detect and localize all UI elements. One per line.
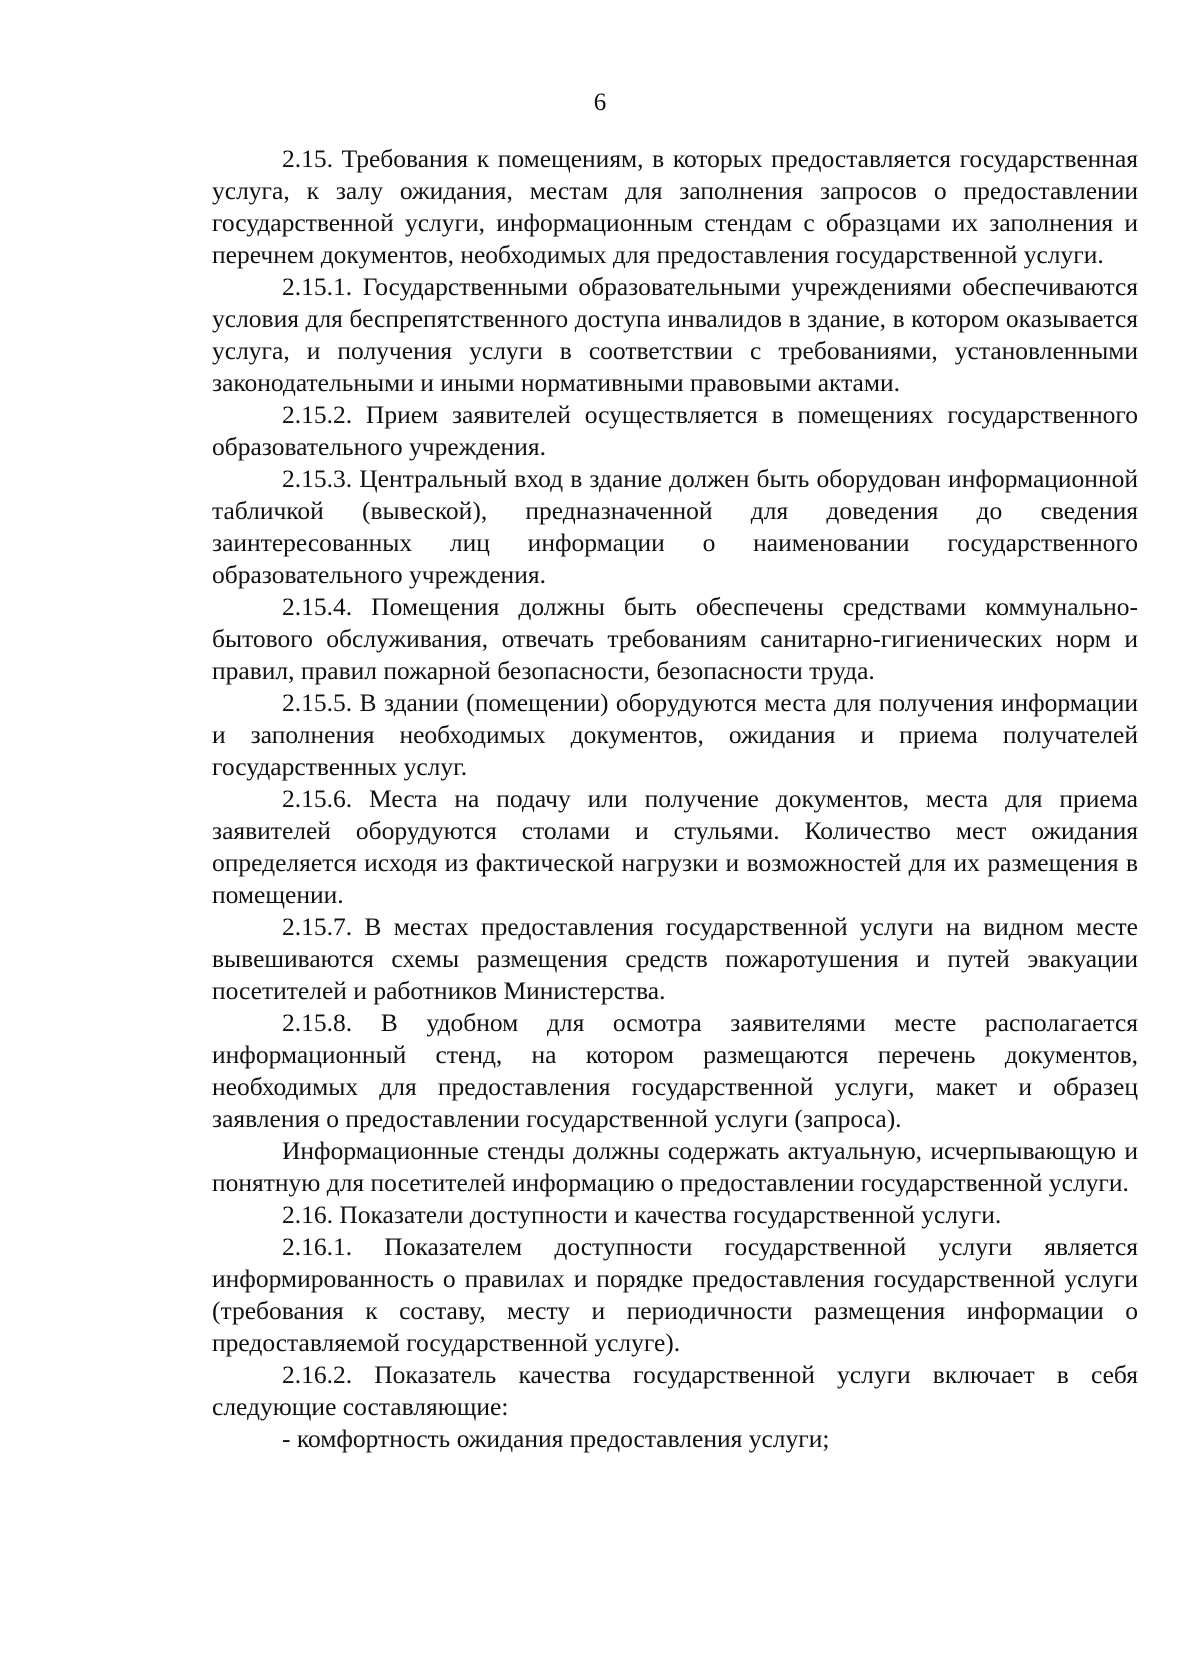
paragraph-2-15: 2.15. Требования к помещениям, в которых предоставляется государственная услуга, к залу ожидания, местам для заполнения запросов о предоставлении государственной услуги, информационным стендам с образцами их заполнения и перечнем документов, необходимых для предоставления государственной услуги. xyxy=(212,144,1138,269)
page-number: 6 xyxy=(593,89,607,116)
paragraph-2-15-5: 2.15.5. В здании (помещении) оборудуются места для получения информации и заполнения необходимых документов, ожидания и приема получателей государственных услуг. xyxy=(212,688,1138,781)
document-body xyxy=(212,143,1138,1455)
paragraph-2-15-8: 2.15.8. В удобном для осмотра заявителями месте располагается информационный стенд, на котором размещаются перечень документов, необходимых для предоставления государственной услуги, макет и образец заявления о предоставлении государственной услуги (запроса). xyxy=(212,1008,1138,1133)
paragraph-2-15-1: 2.15.1. Государственными образовательными учреждениями обеспечиваются условия для беспрепятственного доступа инвалидов в здание, в котором оказывается услуга, и получения услуги в соответствии с требованиями, установленными законодательными и иными нормативными правовыми актами. xyxy=(212,272,1138,397)
paragraph-2-16-1: 2.16.1. Показателем доступности государственной услуги является информированность о правилах и порядке предоставления государственной услуги (требования к составу, месту и периодичности размещения информации о предоставляемой государственной услуге). xyxy=(212,1232,1138,1357)
paragraph-info-stands: Информационные стенды должны содержать актуальную, исчерпывающую и понятную для посетителей информацию о предоставлении государственной услуги. xyxy=(212,1136,1138,1197)
list-item-waiting-comfort: - комфортность ожидания предоставления услуги; xyxy=(282,1424,830,1453)
paragraph-2-16-2: 2.16.2. Показатель качества государственной услуги включает в себя следующие составляющие: xyxy=(212,1360,1138,1421)
paragraph-2-15-6: 2.15.6. Места на подачу или получение документов, места для приема заявителей оборудуются столами и стульями. Количество мест ожидания определяется исходя из фактической нагрузки и возможностей для их размещения в помещении. xyxy=(212,784,1138,909)
paragraph-2-15-7: 2.15.7. В местах предоставления государственной услуги на видном месте вывешиваются схемы размещения средств пожаротушения и путей эвакуации посетителей и работников Министерства. xyxy=(212,912,1138,1005)
paragraph-2-16: 2.16. Показатели доступности и качества государственной услуги. xyxy=(282,1200,1002,1229)
paragraph-2-15-2: 2.15.2. Прием заявителей осуществляется в помещениях государственного образовательного учреждения. xyxy=(212,400,1138,461)
paragraph-2-15-4: 2.15.4. Помещения должны быть обеспечены средствами коммунально-бытового обслуживания, отвечать требованиям санитарно-гигиенических норм и правил, правил пожарной безопасности, безопасности труда. xyxy=(212,592,1138,685)
paragraph-2-15-3: 2.15.3. Центральный вход в здание должен быть оборудован информационной табличкой (вывеской), предназначенной для доведения до сведения заинтересованных лиц информации о наименовании государственного образовательного учреждения. xyxy=(212,464,1138,589)
